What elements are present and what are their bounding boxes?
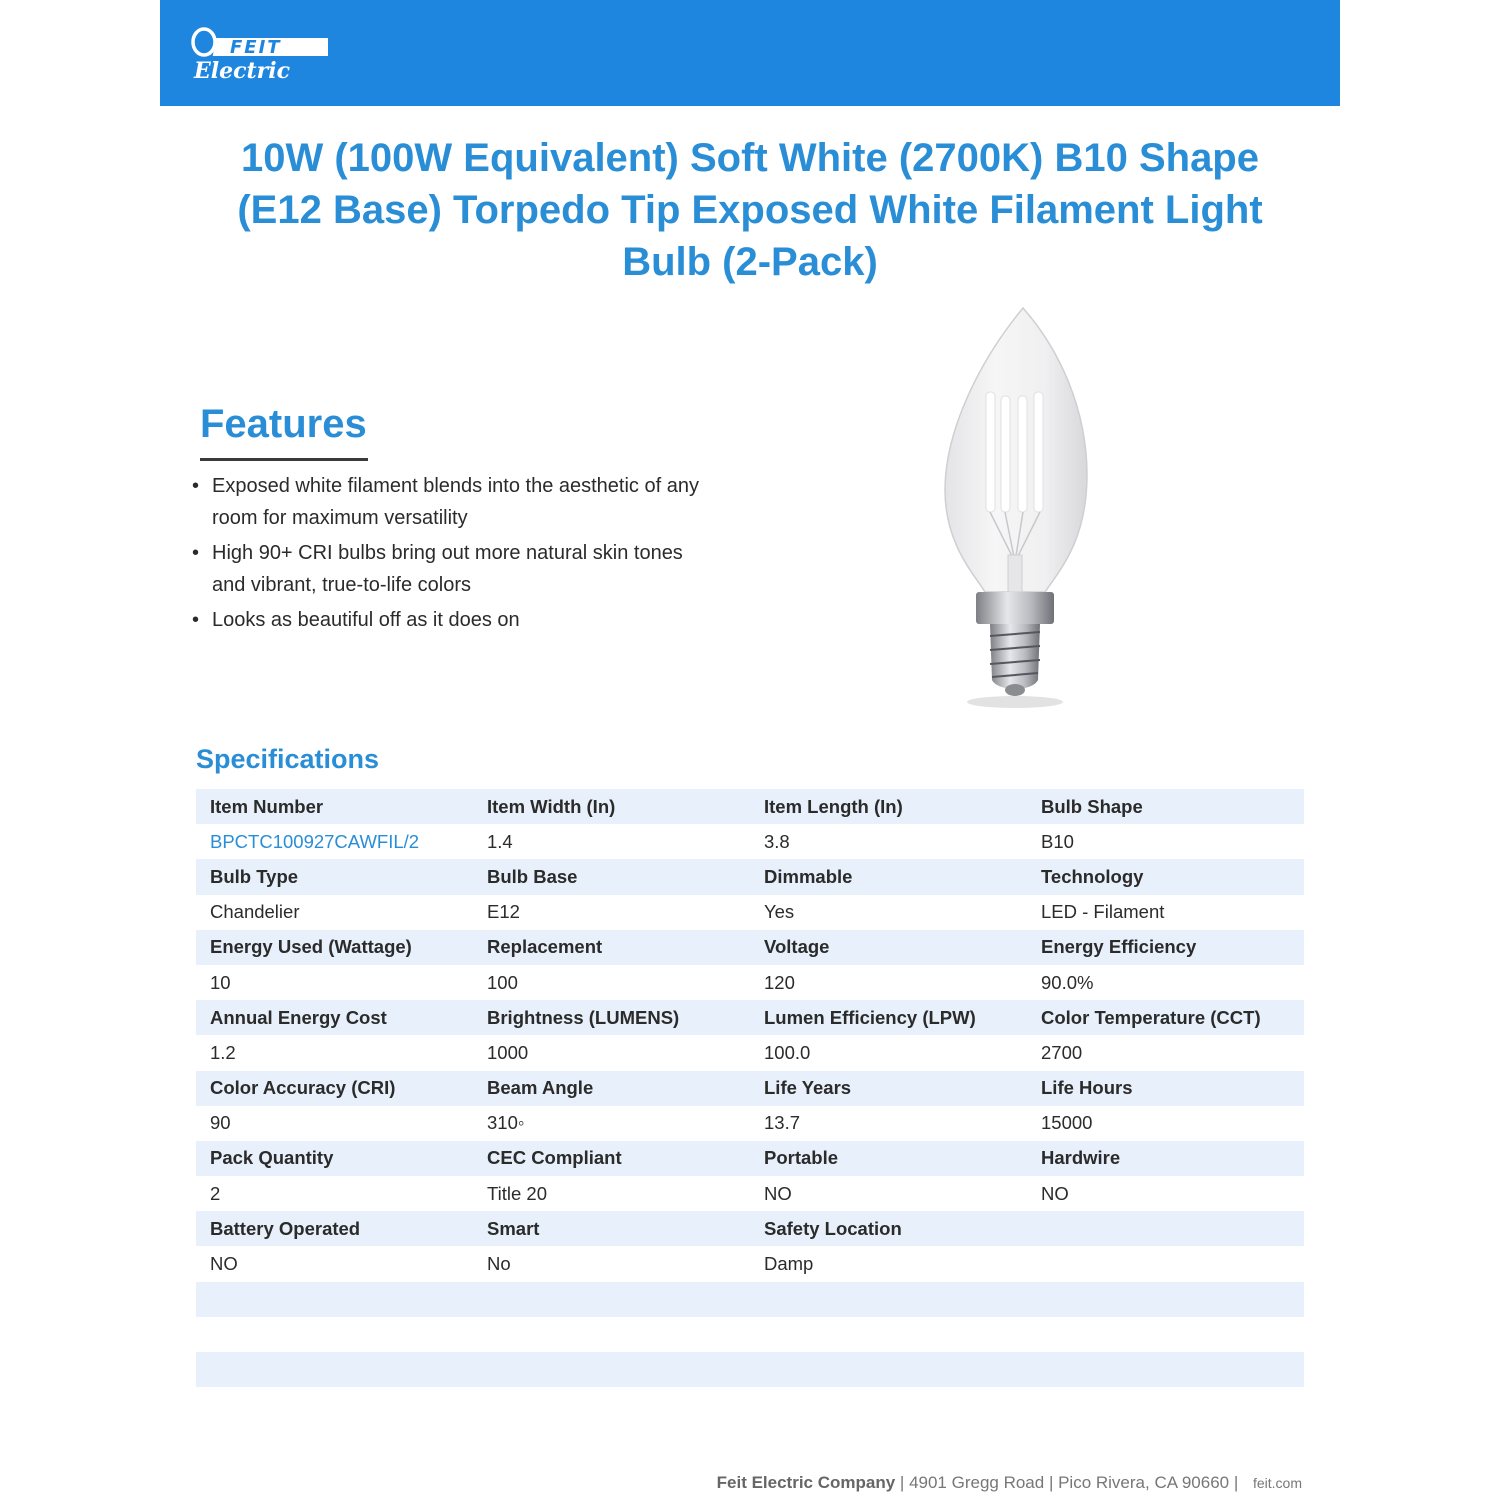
spec-value-row xyxy=(196,1176,1304,1211)
light-bulb-image xyxy=(920,300,1110,720)
features-underline xyxy=(200,458,368,461)
spec-value: 120 xyxy=(764,971,795,993)
feature-text: Looks as beautiful off as it does on xyxy=(212,609,520,631)
spec-label: Smart xyxy=(487,1217,540,1239)
spec-value: B10 xyxy=(1041,830,1074,852)
spec-label: Color Temperature (CCT) xyxy=(1041,1006,1261,1028)
spec-value: 90 xyxy=(210,1112,231,1134)
spec-value-row xyxy=(196,965,1304,1000)
bullet-icon: • xyxy=(192,609,200,631)
spec-value: Title 20 xyxy=(487,1182,547,1204)
footer-company: Feit Electric Company xyxy=(716,1473,896,1492)
spec-value: Chandelier xyxy=(210,901,300,923)
specifications-heading: Specifications xyxy=(196,744,380,774)
spec-value: 3.8 xyxy=(764,830,790,852)
spec-value: NO xyxy=(1041,1182,1069,1204)
spec-label-row xyxy=(196,1211,1304,1246)
features-heading: Features xyxy=(200,402,367,446)
spec-value: E12 xyxy=(487,901,520,923)
spec-label: Life Hours xyxy=(1041,1077,1133,1099)
spec-value: Yes xyxy=(764,901,795,923)
feit-electric-logo xyxy=(188,26,328,86)
spec-value: NO xyxy=(210,1253,238,1275)
spec-value: 13.7 xyxy=(764,1112,801,1134)
spec-label-row xyxy=(196,859,1304,894)
item-number-link[interactable]: BPCTC100927CAWFIL/2 xyxy=(210,830,420,852)
spec-label: Portable xyxy=(764,1147,839,1169)
spec-label: Energy Used (Wattage) xyxy=(210,936,412,958)
spec-value: 1.2 xyxy=(210,1041,236,1063)
feature-item xyxy=(192,604,712,636)
spec-empty-row xyxy=(196,1352,1304,1387)
spec-empty-row xyxy=(196,1282,1304,1317)
feature-text: Exposed white filament blends into the aesthetic of any room for maximum versatility xyxy=(212,475,699,529)
spec-value: 10 xyxy=(210,971,231,993)
product-title: 10W (100W Equivalent) Soft White (2700K) B10 Shape (E12 Base) Torpedo Tip Exposed White Filament Light Bulb (2-Pack) xyxy=(237,136,1263,284)
spec-value: Damp xyxy=(764,1253,814,1275)
bullet-icon: • xyxy=(192,475,200,497)
spec-label: Beam Angle xyxy=(487,1077,594,1099)
spec-label: Life Years xyxy=(764,1077,852,1099)
spec-label: CEC Compliant xyxy=(487,1147,622,1169)
spec-value: 1.4 xyxy=(487,830,513,852)
spec-label: Lumen Efficiency (LPW) xyxy=(764,1006,976,1028)
logo-text-bottom: Electric xyxy=(194,58,291,84)
spec-value-row xyxy=(196,895,1304,930)
spec-label: Bulb Shape xyxy=(1041,795,1143,817)
spec-value-row xyxy=(196,1106,1304,1141)
spec-value: NO xyxy=(764,1182,792,1204)
spec-value: 1000 xyxy=(487,1041,529,1063)
spec-label: Color Accuracy (CRI) xyxy=(210,1077,396,1099)
spec-value: 15000 xyxy=(1041,1112,1093,1134)
spec-label: Battery Operated xyxy=(210,1217,361,1239)
spec-label: Safety Location xyxy=(764,1217,902,1239)
spec-label: Item Width (In) xyxy=(487,795,616,817)
spec-label: Energy Efficiency xyxy=(1041,936,1197,958)
spec-label: Hardwire xyxy=(1041,1147,1121,1169)
spec-value: 100.0 xyxy=(764,1041,811,1063)
spec-label-row xyxy=(196,1071,1304,1106)
specifications-table xyxy=(196,789,1304,1387)
spec-value: 2 xyxy=(210,1182,221,1204)
spec-value-row xyxy=(196,1035,1304,1070)
bullet-icon: • xyxy=(192,542,200,564)
spec-label: Pack Quantity xyxy=(210,1147,334,1169)
spec-label: Technology xyxy=(1041,865,1144,887)
spec-label: Bulb Base xyxy=(487,865,578,887)
spec-value: 90.0% xyxy=(1041,971,1094,993)
feature-item xyxy=(192,537,712,601)
logo-text-top: FEIT xyxy=(230,37,282,58)
spec-label-row xyxy=(196,1141,1304,1176)
spec-value-row xyxy=(196,824,1304,859)
spec-value: LED - Filament xyxy=(1041,901,1165,923)
spec-value: 2700 xyxy=(1041,1041,1083,1063)
spec-label: Item Length (In) xyxy=(764,795,903,817)
spec-label: Dimmable xyxy=(764,865,853,887)
footer-url-link[interactable]: feit.com xyxy=(1252,1475,1302,1491)
spec-label: Annual Energy Cost xyxy=(210,1006,387,1028)
spec-label: Brightness (LUMENS) xyxy=(487,1006,680,1028)
spec-value-row xyxy=(196,1246,1304,1281)
spec-label-row xyxy=(196,1000,1304,1035)
header-bar xyxy=(160,0,1340,106)
footer xyxy=(717,1473,1302,1493)
features-list xyxy=(192,470,712,639)
spec-label-row xyxy=(196,789,1304,824)
spec-value: No xyxy=(487,1253,511,1275)
spec-empty-row xyxy=(196,1317,1304,1352)
spec-label: Bulb Type xyxy=(210,865,299,887)
spec-label-row xyxy=(196,930,1304,965)
spec-label: Item Number xyxy=(210,795,324,817)
spec-value: 310◦ xyxy=(487,1112,525,1134)
footer-address: | 4901 Gregg Road | Pico Rivera, CA 90660 | xyxy=(895,1473,1243,1492)
spec-label: Replacement xyxy=(487,936,603,958)
feature-text: High 90+ CRI bulbs bring out more natural skin tones and vibrant, true-to-life colors xyxy=(212,542,683,596)
spec-value: 100 xyxy=(487,971,518,993)
feature-item xyxy=(192,470,712,534)
spec-label: Voltage xyxy=(764,936,830,958)
